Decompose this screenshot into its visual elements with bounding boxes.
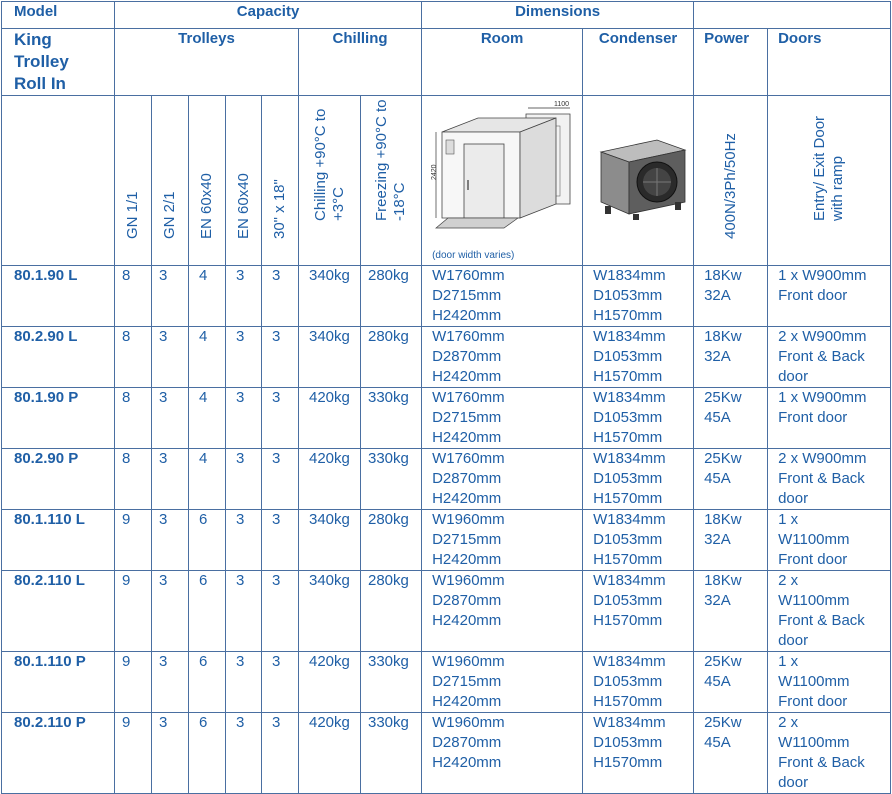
cell-line: H1570mm [593, 490, 663, 507]
col-en60-a [189, 96, 226, 266]
condenser-image [589, 122, 689, 222]
cell-line: 18Kw [704, 572, 742, 589]
cell-line: Front door [778, 287, 848, 304]
cell-line: 4 [199, 389, 208, 406]
col-label: Freezing +90°C to -18°C [373, 99, 409, 221]
condenser-cell [583, 510, 694, 571]
header-blank [694, 2, 891, 29]
gn11-cell [115, 652, 152, 713]
cell-line: W1100mm [778, 531, 850, 548]
model-cell [2, 327, 115, 388]
freeze-cell [361, 388, 422, 449]
chill-cell [299, 652, 361, 713]
cell-line: W1960mm [432, 653, 505, 670]
cell-line: W1834mm [593, 328, 666, 345]
cell-line: 280kg [368, 511, 409, 528]
tray-cell [262, 449, 299, 510]
cell-line: W1834mm [593, 511, 666, 528]
cell-line: 2 x [778, 714, 799, 731]
cell-line: D1053mm [593, 592, 663, 609]
doors-cell [768, 327, 891, 388]
cell-line: D2870mm [432, 470, 502, 487]
cell-line: 4 [199, 267, 208, 284]
cell-line: W1760mm [432, 267, 505, 284]
cell-line: 6 [199, 511, 208, 528]
cell-line: 1 x [778, 511, 799, 528]
doors-cell [768, 652, 891, 713]
gn21-cell [152, 652, 189, 713]
room-cell [422, 713, 583, 794]
cell-line: W1834mm [593, 267, 666, 284]
en60b-cell [226, 266, 262, 327]
condenser-cell [583, 449, 694, 510]
col-power [694, 96, 768, 266]
cell-line: 25Kw [704, 389, 742, 406]
cell-line: 8 [122, 450, 131, 467]
cell-line: 280kg [368, 572, 409, 589]
table-row [2, 327, 891, 388]
room-cell [422, 388, 583, 449]
cell-line: W1960mm [432, 714, 505, 731]
header-capacity: Capacity [115, 2, 422, 29]
cell-line: H1570mm [593, 368, 663, 385]
cell-line: W1834mm [593, 653, 666, 670]
cell-line: 45A [704, 734, 731, 751]
gn11-cell [115, 388, 152, 449]
subheader-power: Power [694, 29, 768, 96]
en60a-cell [189, 266, 226, 327]
cell-line: W1760mm [432, 389, 505, 406]
cell-line: 3 [236, 450, 245, 467]
cell-line: Front & Back [778, 612, 865, 629]
cell-line: W1100mm [778, 592, 850, 609]
cell-line: 32A [704, 287, 731, 304]
cell-line: D1053mm [593, 673, 663, 690]
cell-line: 45A [704, 673, 731, 690]
model-cell [2, 388, 115, 449]
table-row [2, 449, 891, 510]
model-name-cell [2, 29, 115, 96]
chill-cell [299, 388, 361, 449]
cell-line: 18Kw [704, 267, 742, 284]
cell-line: 4 [199, 450, 208, 467]
model-cell [2, 571, 115, 652]
subheader-condenser: Condenser [583, 29, 694, 96]
en60b-cell [226, 449, 262, 510]
cell-line: H2420mm [432, 754, 502, 771]
cell-line: 340kg [309, 328, 350, 345]
cell-line: 340kg [309, 511, 350, 528]
cell-line: 3 [272, 328, 281, 345]
room-cell [422, 449, 583, 510]
gn21-cell [152, 571, 189, 652]
cell-line: 2 x W900mm [778, 450, 867, 467]
cell-line: H2420mm [432, 307, 502, 324]
room-caption: (door width varies) [432, 250, 515, 261]
cell-line: H1570mm [593, 307, 663, 324]
room-cell [422, 571, 583, 652]
chill-cell [299, 266, 361, 327]
cell-line: W1100mm [778, 734, 850, 751]
table-row [2, 388, 891, 449]
doors-cell [768, 571, 891, 652]
cell-line: W1834mm [593, 389, 666, 406]
cell-line: 80.2.90 L [14, 328, 78, 345]
cell-line: 3 [236, 653, 245, 670]
cell-line: 3 [159, 653, 168, 670]
cell-line: 420kg [309, 450, 350, 467]
freeze-cell [361, 652, 422, 713]
doors-cell [768, 266, 891, 327]
cell-line: door [778, 632, 809, 649]
subheader-trolleys: Trolleys [115, 29, 299, 96]
cell-line: 3 [159, 328, 168, 345]
cell-line: 8 [122, 389, 131, 406]
gn21-cell [152, 713, 189, 794]
subheader-doors: Doors [768, 29, 891, 96]
col-label: Chilling +90°C to +3°C [311, 108, 347, 221]
cell-line: 1 x W900mm [778, 267, 867, 284]
gn21-cell [152, 327, 189, 388]
cell-line: 6 [199, 653, 208, 670]
freeze-cell [361, 510, 422, 571]
freeze-cell [361, 713, 422, 794]
cell-line: Front door [778, 693, 848, 710]
condenser-cell [583, 388, 694, 449]
cell-line: W1760mm [432, 450, 505, 467]
chill-cell [299, 449, 361, 510]
cell-line: D2715mm [432, 673, 502, 690]
table-row [2, 266, 891, 327]
table-row [2, 652, 891, 713]
cell-line: D1053mm [593, 470, 663, 487]
cell-line: 340kg [309, 572, 350, 589]
cell-line: D2715mm [432, 531, 502, 548]
power-cell [694, 571, 768, 652]
cell-line: D2870mm [432, 348, 502, 365]
tray-cell [262, 327, 299, 388]
power-cell [694, 266, 768, 327]
blank-header-cell [2, 96, 115, 266]
cell-line: 420kg [309, 653, 350, 670]
room-cell [422, 652, 583, 713]
cell-line: 80.2.90 P [14, 450, 79, 467]
cell-line: 340kg [309, 267, 350, 284]
chill-cell [299, 510, 361, 571]
power-cell [694, 652, 768, 713]
cell-line: Front & Back [778, 470, 865, 487]
cell-line: 280kg [368, 328, 409, 345]
room-dim-height: 2420 [431, 164, 439, 180]
cell-line: 3 [272, 511, 281, 528]
chill-cell [299, 713, 361, 794]
model-name-line: Trolley [14, 52, 69, 71]
cell-line: 3 [236, 714, 245, 731]
gn11-cell [115, 449, 152, 510]
en60a-cell [189, 652, 226, 713]
cell-line: 3 [272, 572, 281, 589]
model-cell [2, 713, 115, 794]
header-model: Model [2, 2, 115, 29]
cell-line: door [778, 774, 809, 791]
power-cell [694, 327, 768, 388]
freeze-cell [361, 449, 422, 510]
cell-line: 80.1.90 P [14, 389, 79, 406]
col-doors [768, 96, 891, 266]
en60b-cell [226, 510, 262, 571]
room-cell [422, 327, 583, 388]
gn21-cell [152, 266, 189, 327]
cell-line: 280kg [368, 267, 409, 284]
freeze-cell [361, 327, 422, 388]
table-row [2, 713, 891, 794]
subheader-chilling: Chilling [299, 29, 422, 96]
gn11-cell [115, 713, 152, 794]
cell-line: 330kg [368, 450, 409, 467]
en60b-cell [226, 388, 262, 449]
cell-line: 3 [159, 572, 168, 589]
cell-line: 330kg [368, 714, 409, 731]
room-dim-width: 1100 [554, 101, 570, 108]
doors-cell [768, 388, 891, 449]
cell-line: door [778, 490, 809, 507]
cell-line: H2420mm [432, 612, 502, 629]
model-name-line: Roll In [14, 74, 66, 93]
cell-line: 32A [704, 592, 731, 609]
cell-line: D1053mm [593, 409, 663, 426]
col-label: GN 1/1 [124, 191, 141, 239]
cell-line: 3 [236, 572, 245, 589]
cell-line: 45A [704, 470, 731, 487]
model-cell [2, 449, 115, 510]
condenser-cell [583, 571, 694, 652]
cell-line: D2715mm [432, 409, 502, 426]
cell-line: 80.1.110 L [14, 511, 85, 528]
cell-line: 1 x W900mm [778, 389, 867, 406]
cell-line: 3 [159, 389, 168, 406]
cell-line: H2420mm [432, 693, 502, 710]
cell-line: Front door [778, 409, 848, 426]
gn11-cell [115, 510, 152, 571]
col-en60-b [226, 96, 262, 266]
cell-line: 6 [199, 714, 208, 731]
power-cell [694, 449, 768, 510]
cell-line: 3 [236, 328, 245, 345]
cell-line: H1570mm [593, 551, 663, 568]
model-cell [2, 652, 115, 713]
subheader-room: Room [422, 29, 583, 96]
col-freezing [361, 96, 422, 266]
col-tray [262, 96, 299, 266]
cell-line: 9 [122, 572, 131, 589]
cell-line: 80.2.110 L [14, 572, 85, 589]
cell-line: 2 x W900mm [778, 328, 867, 345]
cell-line: W1834mm [593, 714, 666, 731]
table-row [2, 510, 891, 571]
cell-line: 330kg [368, 389, 409, 406]
doors-cell [768, 449, 891, 510]
cell-line: 420kg [309, 714, 350, 731]
tray-cell [262, 571, 299, 652]
cell-line: 3 [159, 511, 168, 528]
gn21-cell [152, 388, 189, 449]
cell-line: 25Kw [704, 714, 742, 731]
cell-line: H1570mm [593, 754, 663, 771]
cell-line: 3 [159, 267, 168, 284]
cell-line: D1053mm [593, 734, 663, 751]
col-gn11 [115, 96, 152, 266]
cell-line: 32A [704, 531, 731, 548]
table-body [2, 266, 891, 794]
col-label: EN 60x40 [198, 173, 215, 239]
room-cell [422, 510, 583, 571]
cell-line: 3 [159, 714, 168, 731]
cell-line: 3 [159, 450, 168, 467]
cell-line: 80.2.110 P [14, 714, 86, 731]
cell-line: 25Kw [704, 653, 742, 670]
doors-cell [768, 510, 891, 571]
gn21-cell [152, 449, 189, 510]
cell-line: 3 [272, 714, 281, 731]
model-cell [2, 510, 115, 571]
cell-line: W1960mm [432, 511, 505, 528]
col-label: Entry/ Exit Door with ramp [811, 115, 847, 221]
cell-line: W1960mm [432, 572, 505, 589]
spec-table [1, 1, 891, 794]
cell-line: 45A [704, 409, 731, 426]
model-cell [2, 266, 115, 327]
cell-line: H2420mm [432, 551, 502, 568]
cell-line: H2420mm [432, 429, 502, 446]
col-label: 400N/3Ph/50Hz [721, 133, 739, 239]
cell-line: 3 [272, 653, 281, 670]
cell-line: 6 [199, 572, 208, 589]
cell-line: H2420mm [432, 368, 502, 385]
gn21-cell [152, 510, 189, 571]
cell-line: 32A [704, 348, 731, 365]
en60a-cell [189, 510, 226, 571]
power-cell [694, 510, 768, 571]
col-label: EN 60x40 [234, 173, 252, 239]
cell-line: 80.1.90 L [14, 267, 78, 284]
cell-line: 420kg [309, 389, 350, 406]
cell-line: D1053mm [593, 531, 663, 548]
tray-cell [262, 652, 299, 713]
cell-line: 4 [199, 328, 208, 345]
room-diagram-cell [422, 96, 583, 266]
condenser-cell [583, 266, 694, 327]
cell-line: W1834mm [593, 450, 666, 467]
en60b-cell [226, 571, 262, 652]
cell-line: 3 [236, 389, 245, 406]
gn11-cell [115, 266, 152, 327]
condenser-cell [583, 652, 694, 713]
cell-line: D2715mm [432, 287, 502, 304]
cell-line: 25Kw [704, 450, 742, 467]
cell-line: 3 [272, 267, 281, 284]
cell-line: 3 [272, 450, 281, 467]
en60b-cell [226, 713, 262, 794]
en60a-cell [189, 327, 226, 388]
tray-cell [262, 266, 299, 327]
cell-line: D2870mm [432, 734, 502, 751]
cell-line: 2 x [778, 572, 799, 589]
power-cell [694, 713, 768, 794]
tray-cell [262, 510, 299, 571]
cell-line: D1053mm [593, 348, 663, 365]
model-name-line: King [14, 30, 52, 49]
cell-line: 1 x [778, 653, 799, 670]
cell-line: W1100mm [778, 673, 850, 690]
cell-line: 8 [122, 328, 131, 345]
cell-line: 80.1.110 P [14, 653, 86, 670]
cell-line: Front door [778, 551, 848, 568]
cell-line: Front & Back [778, 348, 865, 365]
freeze-cell [361, 266, 422, 327]
doors-cell [768, 713, 891, 794]
en60a-cell [189, 449, 226, 510]
cell-line: 3 [272, 389, 281, 406]
condenser-image-cell [583, 96, 694, 266]
cell-line: H1570mm [593, 693, 663, 710]
cell-line: 9 [122, 511, 131, 528]
col-gn21 [152, 96, 189, 266]
cell-line: 3 [236, 267, 245, 284]
cell-line: H1570mm [593, 612, 663, 629]
cell-line: W1834mm [593, 572, 666, 589]
en60b-cell [226, 327, 262, 388]
cell-line: 3 [236, 511, 245, 528]
en60a-cell [189, 713, 226, 794]
table-row [2, 571, 891, 652]
cell-line: H2420mm [432, 490, 502, 507]
col-chilling [299, 96, 361, 266]
chill-cell [299, 327, 361, 388]
room-diagram-image [428, 100, 578, 250]
col-label: 30" x 18" [271, 179, 288, 239]
cell-line: D1053mm [593, 287, 663, 304]
condenser-cell [583, 327, 694, 388]
room-cell [422, 266, 583, 327]
cell-line: 330kg [368, 653, 409, 670]
en60b-cell [226, 652, 262, 713]
en60a-cell [189, 388, 226, 449]
condenser-cell [583, 713, 694, 794]
chill-cell [299, 571, 361, 652]
tray-cell [262, 388, 299, 449]
cell-line: D2870mm [432, 592, 502, 609]
cell-line: 18Kw [704, 511, 742, 528]
gn11-cell [115, 327, 152, 388]
cell-line: door [778, 368, 809, 385]
power-cell [694, 388, 768, 449]
en60a-cell [189, 571, 226, 652]
col-label: GN 2/1 [161, 191, 178, 239]
header-dimensions: Dimensions [422, 2, 694, 29]
gn11-cell [115, 571, 152, 652]
cell-line: Front & Back [778, 754, 865, 771]
cell-line: 18Kw [704, 328, 742, 345]
cell-line: 9 [122, 714, 131, 731]
cell-line: W1760mm [432, 328, 505, 345]
cell-line: H1570mm [593, 429, 663, 446]
cell-line: 9 [122, 653, 131, 670]
tray-cell [262, 713, 299, 794]
freeze-cell [361, 571, 422, 652]
cell-line: 8 [122, 267, 131, 284]
